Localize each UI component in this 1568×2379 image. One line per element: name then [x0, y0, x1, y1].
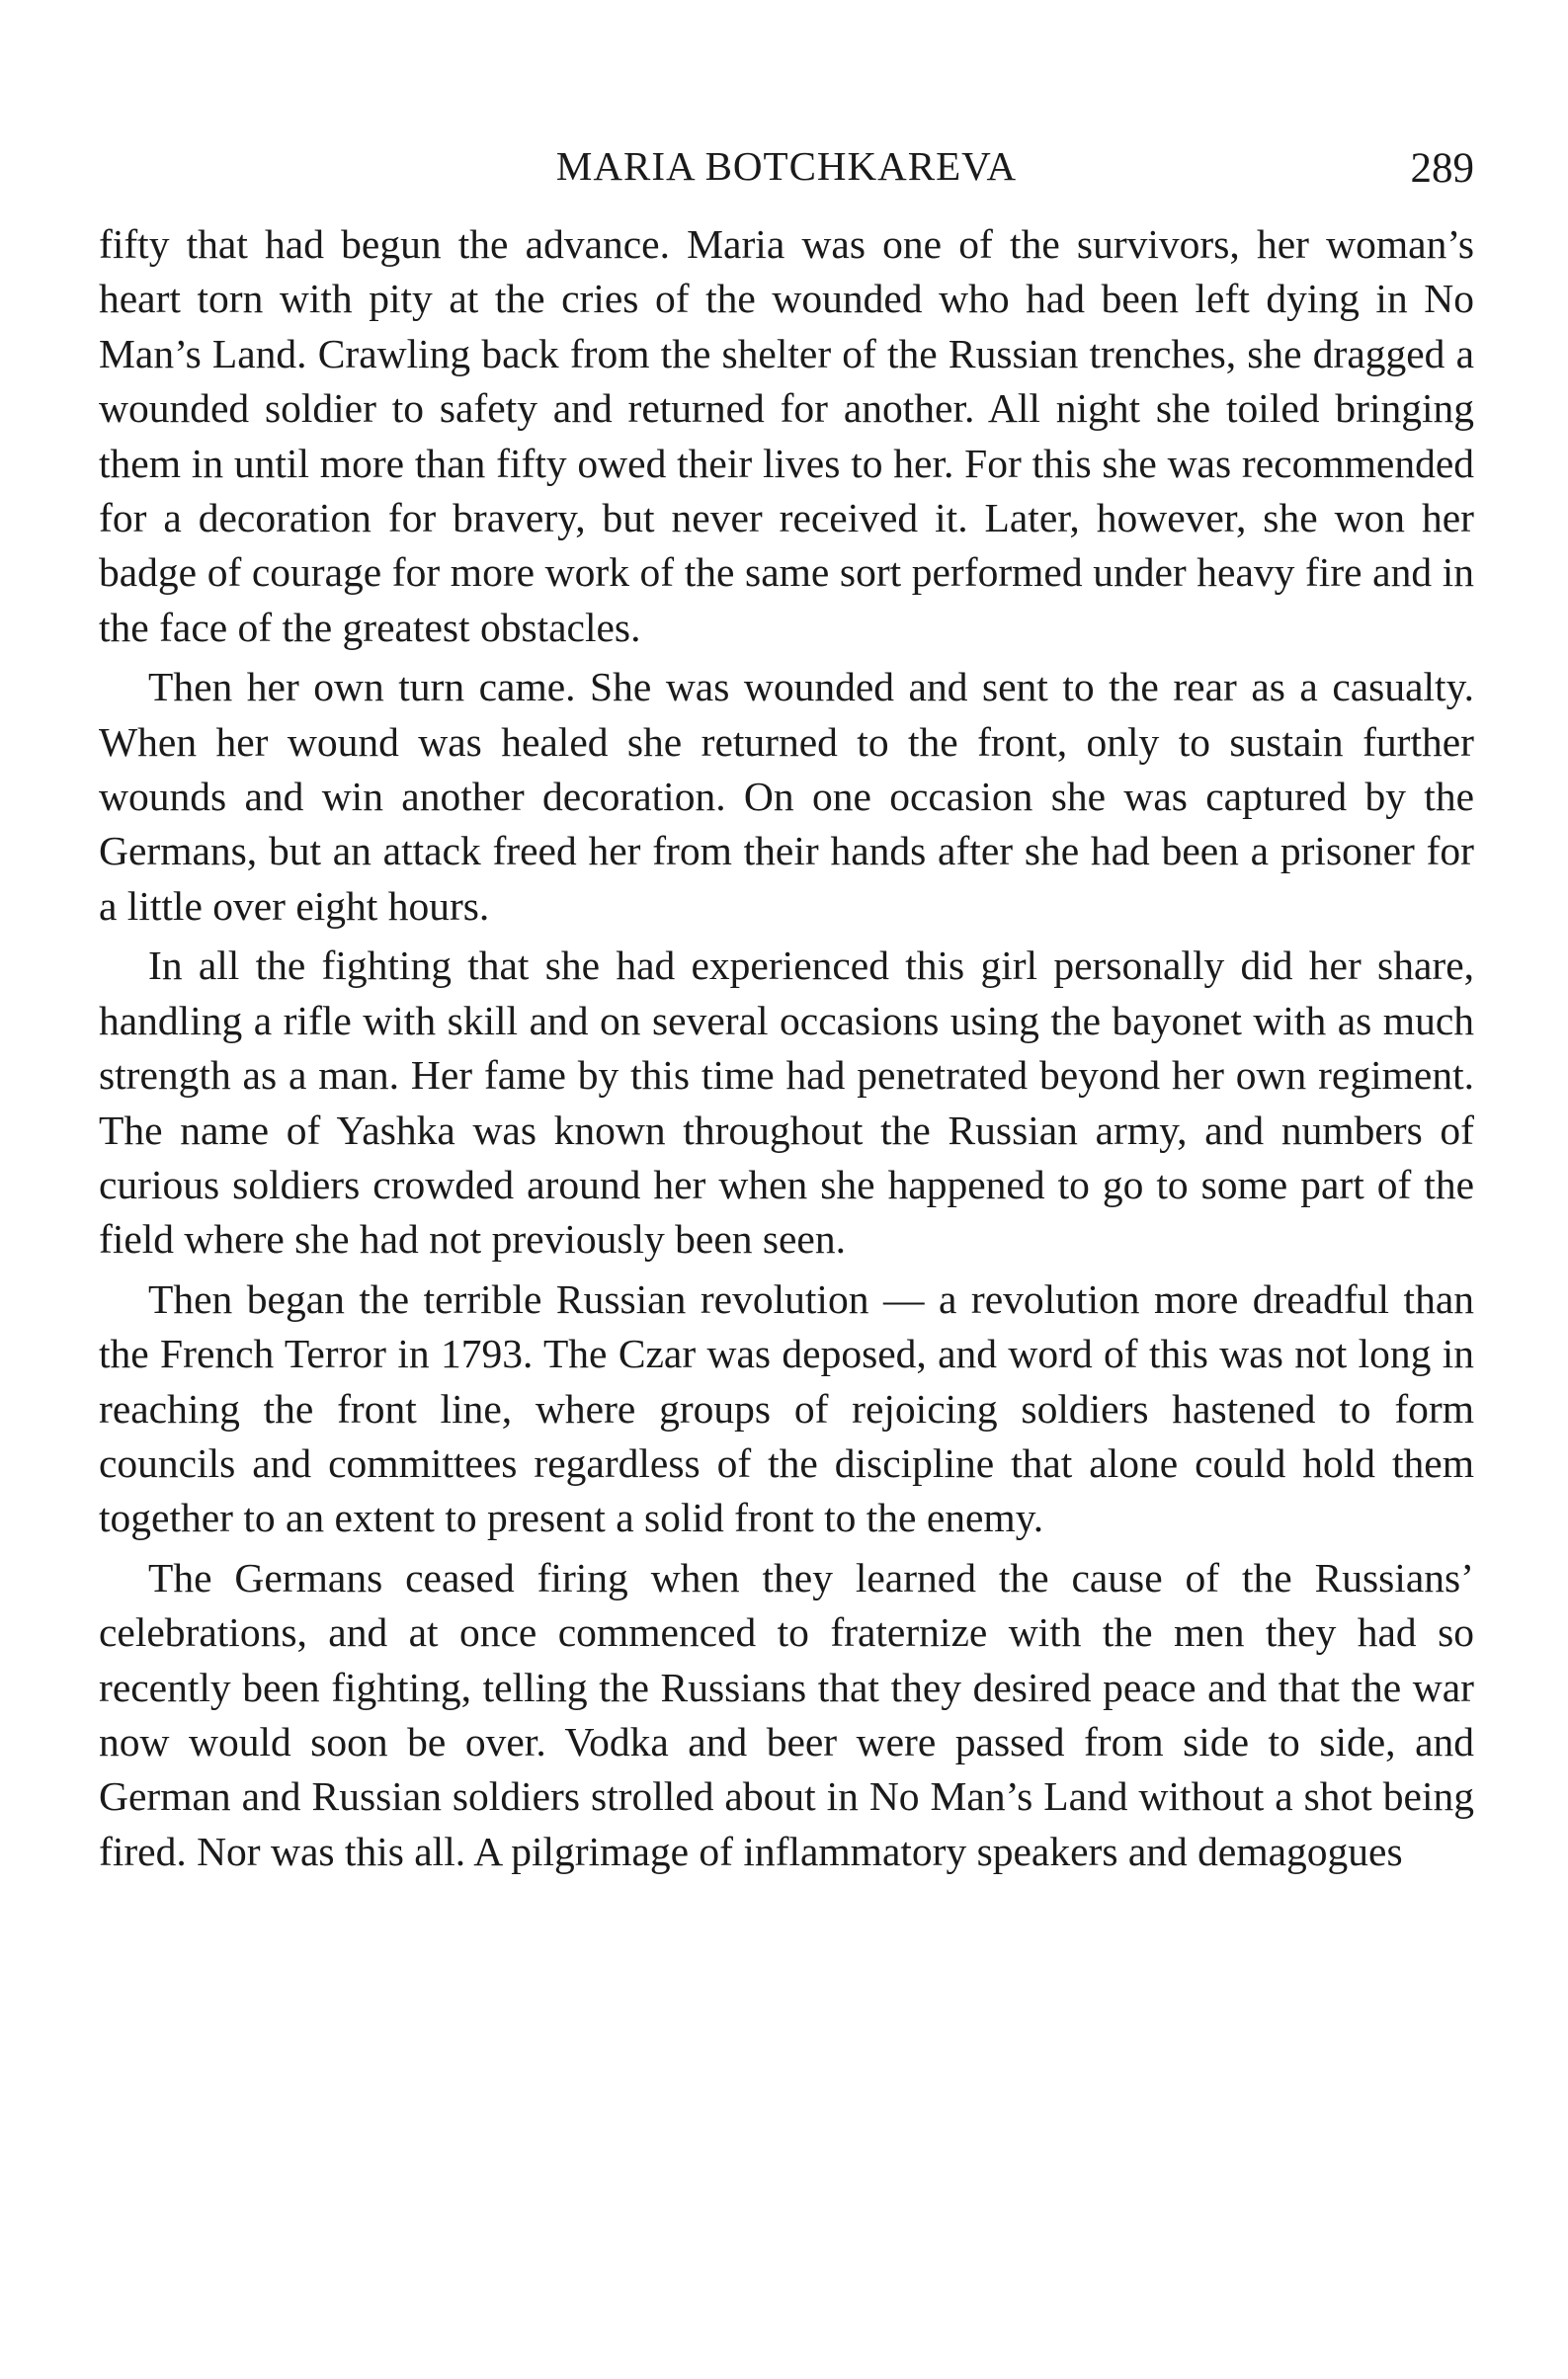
paragraph-5: The Germans ceased firing when they learned the cause of the Russians’ celebrations, and at once commenced to fraternize with the men they had so recently been fighting, telling the Russians that they desired peace and that the war now would soon be over. Vodka and beer were passed from side to side, and German and Russian soldiers strolled about in No Man’s Land without a shot being fired. Nor was this all. A pilgrimage of inflammatory speakers and demagogues	[99, 1554, 1474, 1874]
body-text	[99, 217, 1474, 1879]
paragraph-2: Then her own turn came. She was wounded and sent to the rear as a casualty. When her wound was healed she returned to the front, only to sustain further wounds and win another decoration. On one occasion she was captured by the Germans, but an attack freed her from their hands after she had been a prisoner for a little over eight hours.	[99, 664, 1474, 929]
paragraph-4: Then began the terrible Russian revolution — a revolution more dreadful than the French Terror in 1793. The Czar was deposed, and word of this was not long in reaching the front line, where groups of rejoicing soldiers hastened to form councils and committees regardless of the discipline that alone could hold them together to an extent to present a solid front to the enemy.	[99, 1275, 1474, 1541]
page-header	[99, 142, 1474, 198]
paragraph-3: In all the fighting that she had experienced this girl personally did her share, handling a rifle with skill and on several occasions using the bayonet with as much strength as a man. Her fame by this time had penetrated beyond her own regiment. The name of Yashka was known throughout the Russian army, and numbers of curious soldiers crowded around her when she happened to go to some part of the field where she had not previously been seen.	[99, 943, 1474, 1263]
page-number: 289	[1410, 145, 1474, 192]
running-head: MARIA BOTCHKAREVA	[555, 143, 1018, 189]
paragraph-1: fifty that had begun the advance. Maria was one of the survivors, her woman’s heart torn with pity at the cries of the wounded who had been left dying in No Man’s Land. Crawling back from the shelter of the Russian trenches, she dragged a wounded soldier to safety and returned for another. All night she toiled bringing them in until more than fifty owed their lives to her. For this she was recommended for a decoration for bravery, but never received it. Later, however, she won her badge of courage for more work of the same sort performed under heavy fire and in the face of the greatest obstacles.	[99, 221, 1474, 650]
